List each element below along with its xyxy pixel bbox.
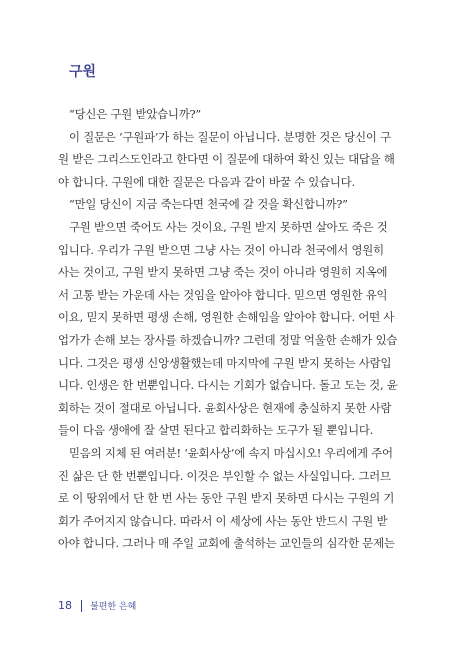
text-line: 입니다. 우리가 구원 받으면 그냥 사는 것이 아니라 천국에서 영원히: [58, 242, 384, 257]
text-line: 업가가 손해 보는 장사를 하겠습니까? 그런데 정말 억울한 손해가 있습: [58, 332, 398, 347]
page-number: 18: [58, 599, 72, 612]
text-line: 서 고통 받는 가운데 사는 것임을 알아야 합니다. 믿으면 영원한 유익: [58, 287, 388, 302]
text-line: 구원 받으면 죽어도 사는 것이요, 구원 받지 못하면 살아도 죽은 것: [69, 219, 388, 234]
footer-divider: [81, 600, 82, 612]
body-text: [58, 103, 398, 555]
text-line: “당신은 구원 받았습니까?”: [69, 107, 202, 121]
text-line: 니다. 그것은 평생 신앙생활했는데 마지막에 구원 받지 못하는 사람입: [58, 355, 392, 370]
text-line: 이 질문은 ‘구원파’가 하는 질문이 아닙니다. 분명한 것은 당신이 구: [69, 129, 391, 144]
text-line: 회가 주어지지 않습니다. 따라서 이 세상에 사는 동안 반드시 구원 받: [58, 513, 388, 528]
text-line: 니다. 인생은 한 번뿐입니다. 다시는 기회가 없습니다. 돌고 도는 것, 윤: [58, 378, 398, 393]
text-line: 아야 합니다. 그러나 매 주일 교회에 출석하는 교인들의 심각한 문제는: [58, 536, 395, 551]
text-line: 믿음의 지체 된 여러분! ‘윤회사상’에 속지 마십시오! 우리에게 주어: [69, 445, 393, 460]
text-line: 회하는 것이 절대로 아닙니다. 윤회사상은 현재에 충실하지 못한 사람: [58, 400, 392, 415]
text-line: 진 삶은 단 한 번뿐입니다. 이것은 부인할 수 없는 사실입니다. 그러므: [58, 468, 391, 483]
section-heading: 구원: [69, 64, 97, 80]
text-line: “만일 당신이 지금 죽는다면 천국에 갈 것을 확신합니까?”: [69, 197, 348, 212]
book-title: 불편한 은혜: [90, 602, 137, 612]
text-line: 사는 것이고, 구원 받지 못하면 그냥 죽는 것이 아니라 영원히 지옥에: [58, 265, 388, 280]
text-line: 원 받은 그리스도인라고 한다면 이 질문에 대하여 확신 있는 대답을 해: [58, 152, 395, 167]
text-line: 야 합니다. 구원에 대한 질문은 다음과 같이 바꿀 수 있습니다.: [58, 174, 355, 189]
page-footer: [58, 599, 136, 612]
text-line: 들이 다음 생애에 잘 살면 된다고 합리화하는 도구가 될 뿐입니다.: [58, 423, 374, 438]
text-line: 이요, 믿지 못하면 평생 손해, 영원한 손해임을 알아야 합니다. 어떤 사: [58, 310, 395, 325]
text-line: 로 이 땅위에서 단 한 번 사는 동안 구원 받지 못하면 다시는 구원의 기: [58, 491, 395, 506]
